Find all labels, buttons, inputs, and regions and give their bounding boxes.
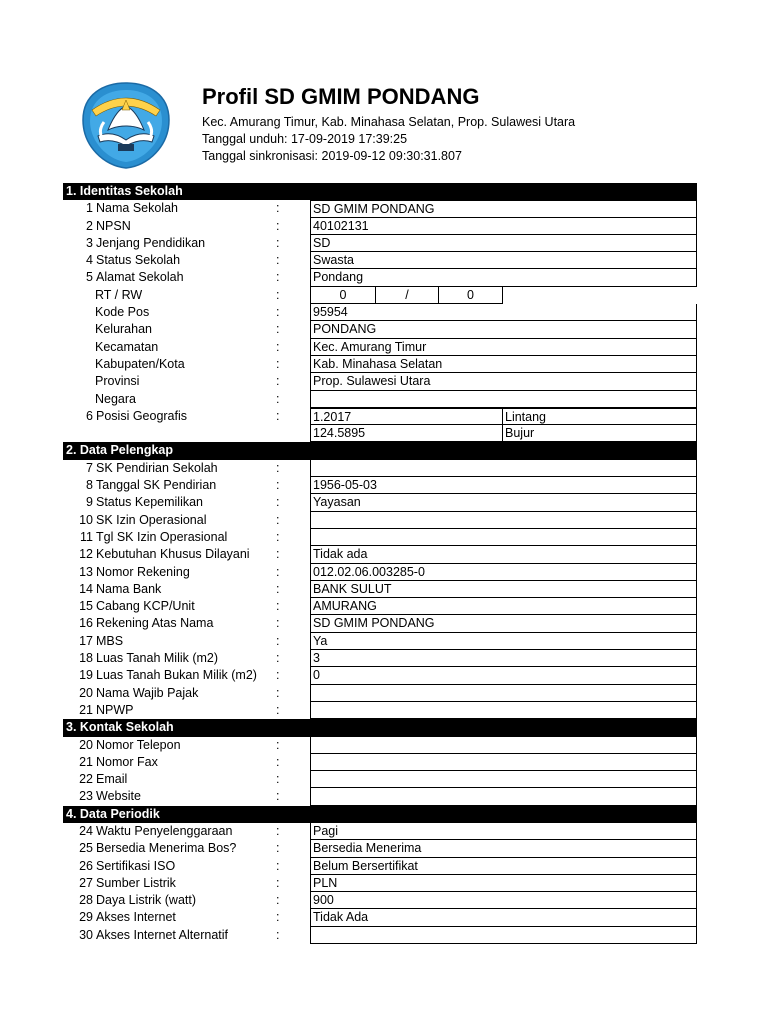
row-value bbox=[310, 529, 697, 546]
row-number: 13 bbox=[79, 564, 93, 579]
row-number: 1 bbox=[86, 201, 93, 216]
row-value: 0 bbox=[310, 667, 697, 684]
table-row bbox=[63, 598, 697, 615]
row-label: Waktu Penyelenggaraan bbox=[96, 823, 233, 838]
rw-value: 0 bbox=[438, 287, 503, 304]
row-colon: : bbox=[276, 270, 280, 285]
row-colon: : bbox=[276, 512, 280, 527]
table-row bbox=[63, 875, 697, 892]
sync-date: Tanggal sinkronisasi: 2019-09-12 09:30:31.807 bbox=[202, 149, 462, 163]
section-header-pelengkap: 2. Data Pelengkap bbox=[63, 442, 697, 459]
table-row-geo-lat bbox=[63, 408, 697, 425]
tut-wuri-handayani-logo bbox=[78, 80, 174, 170]
row-number: 5 bbox=[86, 270, 93, 285]
table-row bbox=[63, 650, 697, 667]
row-label: Luas Tanah Bukan Milik (m2) bbox=[96, 668, 257, 683]
row-value bbox=[310, 771, 697, 788]
section-header-identitas: 1. Identitas Sekolah bbox=[63, 183, 697, 200]
row-value: Belum Bersertifikat bbox=[310, 858, 697, 875]
row-value: Ya bbox=[310, 633, 697, 650]
table-row bbox=[63, 909, 697, 926]
row-value bbox=[310, 460, 697, 477]
row-colon: : bbox=[276, 374, 280, 389]
row-number: 10 bbox=[79, 512, 93, 527]
row-label: Bersedia Menerima Bos? bbox=[96, 841, 237, 856]
row-label: Tgl SK Izin Operasional bbox=[96, 529, 228, 544]
row-number: 20 bbox=[79, 737, 93, 752]
row-label: NPWP bbox=[96, 702, 134, 717]
row-number: 21 bbox=[79, 702, 93, 717]
row-value: Kec. Amurang Timur bbox=[310, 339, 697, 356]
row-number: 29 bbox=[79, 910, 93, 925]
row-label: Jenjang Pendidikan bbox=[96, 235, 206, 250]
row-label: Negara bbox=[95, 391, 136, 406]
row-colon: : bbox=[276, 201, 280, 216]
row-value: 900 bbox=[310, 892, 697, 909]
row-number: 11 bbox=[80, 529, 93, 544]
row-number: 9 bbox=[86, 495, 93, 510]
row-label: Provinsi bbox=[95, 374, 140, 389]
row-label: Nama Wajib Pajak bbox=[96, 685, 199, 700]
row-colon: : bbox=[276, 339, 280, 354]
row-number: 26 bbox=[79, 858, 93, 873]
table-row bbox=[63, 771, 697, 788]
table-row bbox=[63, 927, 697, 944]
table-row bbox=[63, 667, 697, 684]
row-number: 22 bbox=[79, 772, 93, 787]
row-label: NPSN bbox=[96, 218, 131, 233]
row-value: Bersedia Menerima bbox=[310, 840, 697, 857]
row-value bbox=[310, 702, 697, 719]
table-row bbox=[63, 477, 697, 494]
row-colon: : bbox=[276, 737, 280, 752]
row-number: 17 bbox=[79, 633, 93, 648]
table-row bbox=[63, 858, 697, 875]
row-label: Posisi Geografis bbox=[96, 408, 188, 423]
row-label: MBS bbox=[96, 633, 124, 648]
page-title: Profil SD GMIM PONDANG bbox=[202, 84, 480, 109]
table-row bbox=[63, 218, 697, 235]
row-colon: : bbox=[276, 495, 280, 510]
row-label: Sumber Listrik bbox=[96, 875, 176, 890]
table-row bbox=[63, 788, 697, 805]
row-label: Email bbox=[96, 772, 128, 787]
row-colon: : bbox=[276, 772, 280, 787]
school-address: Kec. Amurang Timur, Kab. Minahasa Selatan, Prop. Sulawesi Utara bbox=[202, 115, 576, 129]
row-colon: : bbox=[276, 651, 280, 666]
row-colon: : bbox=[276, 702, 280, 717]
row-colon: : bbox=[276, 754, 280, 769]
row-number: 3 bbox=[86, 235, 93, 250]
row-value: Yayasan bbox=[310, 494, 697, 511]
row-number: 15 bbox=[79, 599, 93, 614]
row-colon: : bbox=[276, 460, 280, 475]
table-row bbox=[63, 494, 697, 511]
row-label: Tanggal SK Pendirian bbox=[96, 478, 217, 493]
row-number: 18 bbox=[79, 651, 93, 666]
row-value bbox=[310, 788, 697, 805]
row-value: 40102131 bbox=[310, 218, 697, 235]
row-value: 1956-05-03 bbox=[310, 477, 697, 494]
row-number: 16 bbox=[79, 616, 93, 631]
download-date: Tanggal unduh: 17-09-2019 17:39:25 bbox=[202, 132, 408, 146]
row-value: PLN bbox=[310, 875, 697, 892]
section-header-periodik: 4. Data Periodik bbox=[63, 806, 697, 823]
row-label: Nama Sekolah bbox=[96, 201, 178, 216]
row-value: SD bbox=[310, 235, 697, 252]
row-number: 25 bbox=[79, 841, 93, 856]
row-label: Akses Internet Alternatif bbox=[96, 927, 229, 942]
section-header-kontak: 3. Kontak Sekolah bbox=[63, 719, 697, 736]
row-number: 28 bbox=[79, 893, 93, 908]
row-label: SK Izin Operasional bbox=[96, 512, 207, 527]
table-row bbox=[63, 252, 697, 269]
row-number: 14 bbox=[79, 581, 93, 596]
row-label: Rekening Atas Nama bbox=[96, 616, 214, 631]
row-number: 23 bbox=[79, 789, 93, 804]
row-colon: : bbox=[276, 356, 280, 371]
table-row bbox=[63, 685, 697, 702]
row-colon: : bbox=[276, 391, 280, 406]
row-colon: : bbox=[276, 253, 280, 268]
table-row bbox=[63, 702, 697, 719]
row-value: SD GMIM PONDANG bbox=[310, 615, 697, 632]
table-row-rtrw bbox=[63, 287, 697, 304]
row-colon: : bbox=[276, 547, 280, 562]
row-value: Prop. Sulawesi Utara bbox=[310, 373, 697, 390]
table-row bbox=[63, 823, 697, 840]
row-number: 6 bbox=[86, 408, 93, 423]
row-label: RT / RW bbox=[95, 287, 143, 302]
row-colon: : bbox=[276, 287, 280, 302]
row-value: Tidak Ada bbox=[310, 909, 697, 926]
row-value bbox=[310, 391, 697, 408]
table-row bbox=[63, 737, 697, 754]
row-number: 12 bbox=[79, 547, 93, 562]
row-colon: : bbox=[276, 823, 280, 838]
table-row bbox=[63, 892, 697, 909]
table-row bbox=[63, 235, 697, 252]
row-number: 27 bbox=[79, 875, 93, 890]
rtrw-separator: / bbox=[375, 287, 439, 304]
row-value bbox=[310, 754, 697, 771]
latitude-value: 1.2017 bbox=[310, 408, 503, 425]
table-row bbox=[63, 269, 697, 286]
row-value bbox=[310, 512, 697, 529]
row-colon: : bbox=[276, 218, 280, 233]
row-label: SK Pendirian Sekolah bbox=[96, 460, 218, 475]
table-row bbox=[63, 460, 697, 477]
row-colon: : bbox=[276, 305, 280, 320]
row-label: Kelurahan bbox=[95, 322, 152, 337]
table-row bbox=[63, 529, 697, 546]
row-label: Kabupaten/Kota bbox=[95, 356, 185, 371]
rt-value: 0 bbox=[310, 287, 376, 304]
table-row bbox=[63, 373, 697, 390]
row-label: Daya Listrik (watt) bbox=[96, 893, 197, 908]
row-value: Kab. Minahasa Selatan bbox=[310, 356, 697, 373]
row-colon: : bbox=[276, 927, 280, 942]
row-number: 20 bbox=[79, 685, 93, 700]
row-colon: : bbox=[276, 858, 280, 873]
row-label: Luas Tanah Milik (m2) bbox=[96, 651, 219, 666]
row-value: Pagi bbox=[310, 823, 697, 840]
row-value: Pondang bbox=[310, 269, 697, 286]
row-colon: : bbox=[276, 564, 280, 579]
table-row bbox=[63, 546, 697, 563]
row-label: Status Sekolah bbox=[96, 253, 181, 268]
row-value: Tidak ada bbox=[310, 546, 697, 563]
latitude-unit: Lintang bbox=[503, 408, 697, 425]
row-value: BANK SULUT bbox=[310, 581, 697, 598]
table-row bbox=[63, 321, 697, 338]
row-colon: : bbox=[276, 616, 280, 631]
row-label: Sertifikasi ISO bbox=[96, 858, 176, 873]
row-colon: : bbox=[276, 910, 280, 925]
row-label: Kebutuhan Khusus Dilayani bbox=[96, 547, 250, 562]
row-colon: : bbox=[276, 789, 280, 804]
row-number: 4 bbox=[86, 253, 93, 268]
row-number: 7 bbox=[86, 460, 93, 475]
table-row bbox=[63, 840, 697, 857]
table-row bbox=[63, 391, 697, 408]
row-colon: : bbox=[276, 529, 280, 544]
row-number: 24 bbox=[79, 823, 93, 838]
row-colon: : bbox=[276, 668, 280, 683]
row-value: PONDANG bbox=[310, 321, 697, 338]
row-colon: : bbox=[276, 841, 280, 856]
row-number: 21 bbox=[79, 754, 93, 769]
table-row bbox=[63, 304, 697, 321]
row-value: 3 bbox=[310, 650, 697, 667]
row-label: Alamat Sekolah bbox=[96, 270, 184, 285]
table-row bbox=[63, 581, 697, 598]
table-row bbox=[63, 356, 697, 373]
longitude-unit: Bujur bbox=[503, 425, 697, 442]
table-row bbox=[63, 200, 697, 217]
table-row bbox=[63, 339, 697, 356]
profile-table bbox=[63, 183, 697, 944]
row-colon: : bbox=[276, 875, 280, 890]
row-colon: : bbox=[276, 408, 280, 423]
row-label: Nomor Rekening bbox=[96, 564, 190, 579]
row-value: SD GMIM PONDANG bbox=[310, 200, 697, 217]
row-value: Swasta bbox=[310, 252, 697, 269]
table-row-geo-lon bbox=[63, 425, 697, 442]
row-colon: : bbox=[276, 685, 280, 700]
row-colon: : bbox=[276, 599, 280, 614]
row-value bbox=[310, 737, 697, 754]
row-colon: : bbox=[276, 235, 280, 250]
row-colon: : bbox=[276, 581, 280, 596]
table-row bbox=[63, 754, 697, 771]
row-label: Nomor Telepon bbox=[96, 737, 181, 752]
row-value bbox=[310, 927, 697, 944]
row-label: Nama Bank bbox=[96, 581, 162, 596]
row-value: AMURANG bbox=[310, 598, 697, 615]
row-colon: : bbox=[276, 633, 280, 648]
row-label: Kecamatan bbox=[95, 339, 159, 354]
table-row bbox=[63, 564, 697, 581]
row-value bbox=[310, 685, 697, 702]
row-label: Kode Pos bbox=[95, 305, 150, 320]
row-number: 19 bbox=[79, 668, 93, 683]
row-value: 012.02.06.003285-0 bbox=[310, 564, 697, 581]
row-label: Akses Internet bbox=[96, 910, 176, 925]
row-label: Nomor Fax bbox=[96, 754, 158, 769]
table-row bbox=[63, 615, 697, 632]
row-label: Cabang KCP/Unit bbox=[96, 599, 195, 614]
row-label: Status Kepemilikan bbox=[96, 495, 204, 510]
row-colon: : bbox=[276, 322, 280, 337]
row-colon: : bbox=[276, 478, 280, 493]
table-row bbox=[63, 633, 697, 650]
row-number: 30 bbox=[79, 927, 93, 942]
row-number: 8 bbox=[86, 478, 93, 493]
row-colon: : bbox=[276, 893, 280, 908]
table-row bbox=[63, 512, 697, 529]
longitude-value: 124.5895 bbox=[310, 425, 503, 442]
row-label: Website bbox=[96, 789, 141, 804]
rtrw-cells bbox=[310, 287, 503, 304]
row-value: 95954 bbox=[310, 304, 697, 321]
row-number: 2 bbox=[86, 218, 93, 233]
